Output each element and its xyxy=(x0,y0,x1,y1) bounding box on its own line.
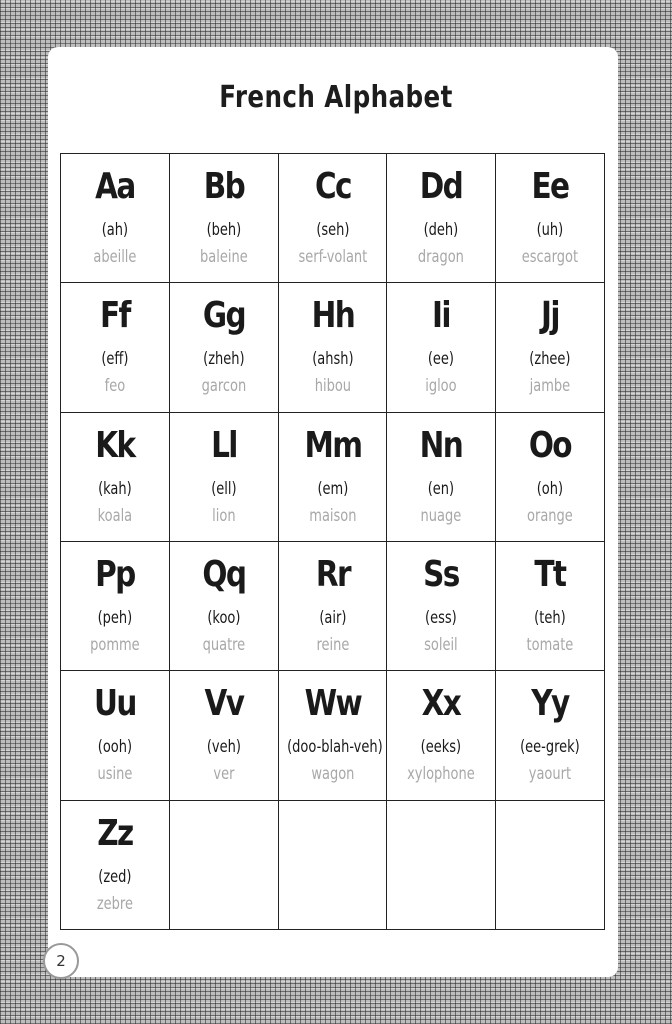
letter: Ee xyxy=(531,166,569,207)
example-word: serf-volant xyxy=(298,247,367,267)
alphabet-cell-v xyxy=(170,671,279,800)
example-word: igloo xyxy=(425,376,457,397)
example-word: feo xyxy=(104,376,126,397)
alphabet-cell-p xyxy=(61,542,170,671)
letter: Aa xyxy=(95,166,135,207)
example-word: garcon xyxy=(201,376,246,397)
pronunciation: (kah) xyxy=(98,478,132,499)
alphabet-cell-z xyxy=(61,801,170,930)
empty-cell xyxy=(387,801,496,930)
letter: Ff xyxy=(100,295,130,337)
alphabet-cell-s xyxy=(387,542,496,671)
example-word: koala xyxy=(97,505,133,526)
pronunciation: (ee) xyxy=(428,349,455,370)
example-word: dragon xyxy=(418,247,465,267)
alphabet-cell-e xyxy=(496,154,605,283)
pronunciation: (eeks) xyxy=(421,737,462,758)
letter: Jj xyxy=(541,295,559,337)
letter: Ii xyxy=(432,295,451,337)
pronunciation: (beh) xyxy=(206,220,242,240)
letter: Tt xyxy=(534,553,566,595)
alphabet-cell-q xyxy=(170,542,279,671)
pronunciation: (uh) xyxy=(536,220,564,240)
letter: Oo xyxy=(529,424,572,466)
pronunciation: (zheh) xyxy=(202,349,245,370)
example-word: reine xyxy=(316,634,349,655)
example-word: maison xyxy=(308,505,357,526)
pronunciation: (veh) xyxy=(206,737,241,758)
pronunciation: (zhee) xyxy=(529,349,571,370)
pronunciation: (air) xyxy=(318,607,347,628)
alphabet-cell-w xyxy=(279,671,388,800)
example-word: ver xyxy=(213,764,235,785)
letter: Rr xyxy=(315,553,350,595)
example-word: soleil xyxy=(424,634,459,655)
alphabet-cell-k xyxy=(61,413,170,542)
example-word: hibou xyxy=(314,376,351,397)
alphabet-cell-u xyxy=(61,671,170,800)
alphabet-cell-d xyxy=(387,154,496,283)
alphabet-cell-c xyxy=(279,154,388,283)
letter: Kk xyxy=(95,424,135,466)
letter: Cc xyxy=(314,166,351,207)
example-word: nuage xyxy=(420,505,462,526)
pronunciation: (doo-blah-veh) xyxy=(286,737,383,758)
pronunciation: (ahsh) xyxy=(311,349,354,370)
alphabet-cell-y xyxy=(496,671,605,800)
letter: Hh xyxy=(311,295,354,337)
example-word: escargot xyxy=(521,247,579,267)
alphabet-cell-m xyxy=(279,413,388,542)
pronunciation: (ell) xyxy=(211,478,237,499)
example-word: yaourt xyxy=(528,764,572,785)
pronunciation: (ee-grek) xyxy=(520,737,580,758)
alphabet-cell-x xyxy=(387,671,496,800)
alphabet-cell-h xyxy=(279,283,388,412)
letter: Mm xyxy=(304,424,361,466)
alphabet-cell-i xyxy=(387,283,496,412)
alphabet-cell-t xyxy=(496,542,605,671)
letter: Nn xyxy=(420,424,463,466)
pronunciation: (seh) xyxy=(315,220,350,240)
letter: Yy xyxy=(531,683,569,725)
example-word: jambe xyxy=(529,376,571,397)
letter: Ll xyxy=(210,424,237,466)
letter: Uu xyxy=(94,683,136,725)
pronunciation: (ess) xyxy=(425,607,458,628)
alphabet-cell-a xyxy=(61,154,170,283)
letter: Ww xyxy=(304,683,361,725)
page-title: French Alphabet xyxy=(219,80,453,115)
alphabet-cell-o xyxy=(496,413,605,542)
pronunciation: (teh) xyxy=(534,607,566,628)
example-word: usine xyxy=(97,764,133,785)
pronunciation: (en) xyxy=(428,478,455,499)
pronunciation: (ooh) xyxy=(97,737,133,758)
letter: Dd xyxy=(420,166,463,207)
example-word: zebre xyxy=(96,893,133,914)
example-word: tomate xyxy=(526,634,574,655)
pronunciation: (deh) xyxy=(423,220,459,240)
pronunciation: (em) xyxy=(317,478,348,499)
alphabet-grid xyxy=(60,153,605,930)
empty-cell xyxy=(170,801,279,930)
letter: Gg xyxy=(202,295,245,337)
example-word: quatre xyxy=(202,634,245,655)
letter: Vv xyxy=(204,683,244,725)
empty-cell xyxy=(279,801,388,930)
example-word: baleine xyxy=(199,247,248,267)
alphabet-cell-j xyxy=(496,283,605,412)
empty-cell xyxy=(496,801,605,930)
alphabet-cell-f xyxy=(61,283,170,412)
pronunciation: (eff) xyxy=(101,349,129,370)
letter: Zz xyxy=(97,812,133,854)
page-number-badge: 2 xyxy=(43,943,79,979)
example-word: lion xyxy=(211,505,236,526)
example-word: orange xyxy=(527,505,573,526)
pronunciation: (peh) xyxy=(97,607,133,628)
example-word: pomme xyxy=(90,634,140,655)
letter: Xx xyxy=(422,683,461,725)
alphabet-cell-n xyxy=(387,413,496,542)
example-word: wagon xyxy=(310,764,355,785)
alphabet-cell-l xyxy=(170,413,279,542)
pronunciation: (oh) xyxy=(536,478,564,499)
example-word: xylophone xyxy=(407,764,476,785)
pronunciation: (koo) xyxy=(207,607,241,628)
pronunciation: (ah) xyxy=(101,220,129,240)
letter: Ss xyxy=(423,553,460,595)
example-word: abeille xyxy=(93,247,137,267)
letter: Qq xyxy=(202,553,246,595)
pronunciation: (zed) xyxy=(98,866,132,887)
alphabet-cell-r xyxy=(279,542,388,671)
alphabet-cell-b xyxy=(170,154,279,283)
letter: Pp xyxy=(95,553,135,595)
letter: Bb xyxy=(203,166,244,207)
alphabet-cell-g xyxy=(170,283,279,412)
